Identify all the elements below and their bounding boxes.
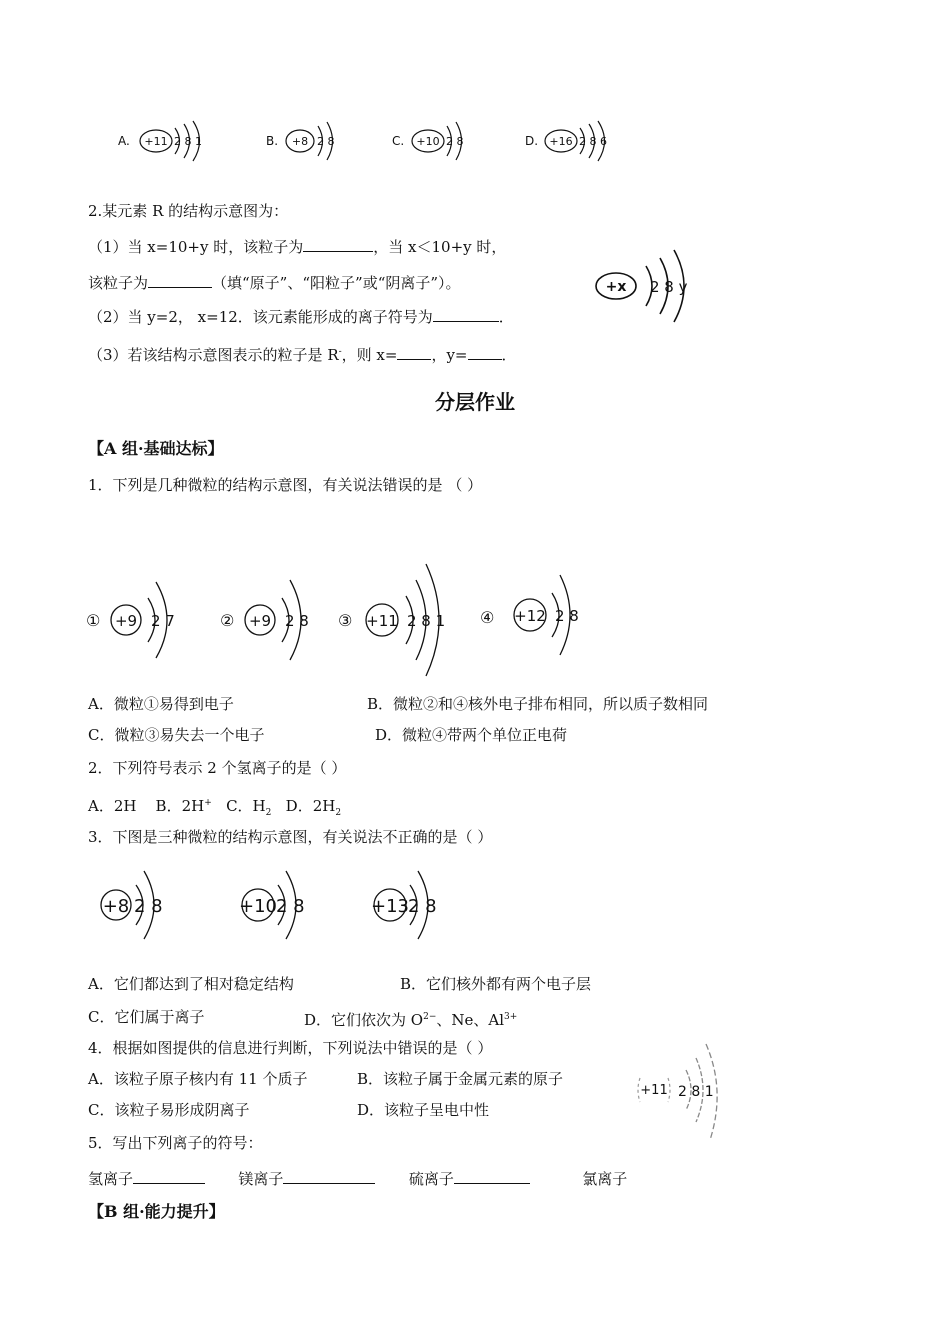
- electron-shells: 2 8: [408, 896, 437, 917]
- group-a-header: 【A 组·基础达标】: [88, 439, 224, 458]
- nucleus-charge: +11: [144, 135, 168, 148]
- atom-diagram-d: [525, 120, 625, 164]
- top-option-d: [525, 120, 625, 168]
- nucleus-charge: +11: [366, 612, 398, 630]
- a-q4-diagram: [634, 1040, 729, 1149]
- particle-number: ④: [480, 608, 495, 627]
- answer-blank[interactable]: [397, 345, 431, 360]
- option-label: B.: [266, 134, 279, 148]
- a-q3-option-a: A．它们都达到了相对稳定结构: [88, 975, 294, 993]
- nucleus-charge: +10: [239, 896, 277, 917]
- answer-blank[interactable]: [468, 345, 502, 360]
- a-q3-option-b: B．它们核外都有两个电子层: [400, 975, 592, 993]
- nucleus-charge: +12: [514, 607, 546, 625]
- a-q3-option-d: D．它们依次为 $O^{2-}$、Ne、$Al^{3+}$: [304, 1011, 518, 1029]
- electron-shells: 2 8: [285, 612, 309, 630]
- a-q1-stem: 1．下列是几种微粒的结构示意图，有关说法错误的是 （ ）: [88, 476, 483, 494]
- atom-diagram: [86, 570, 196, 670]
- a-q1-option-d: D．微粒④带两个单位正电荷: [375, 726, 568, 744]
- q2-part2: （2）当 y=2， x=12．该元素能形成的离子符号为 ．: [88, 308, 514, 326]
- q2-stem: 2.某元素 R 的结构示意图为：: [88, 202, 289, 220]
- a-q1-option-a: A．微粒①易得到电子: [88, 695, 234, 713]
- a-q4-option-b: B．该粒子属于金属元素的原子: [357, 1070, 564, 1088]
- a-q3-particle-3: [368, 865, 458, 949]
- top-option-b: [266, 120, 356, 168]
- a-q1-option-c: C．微粒③易失去一个电子: [88, 726, 265, 744]
- a-q3-particle-1: [98, 865, 178, 949]
- atom-diagram-x: [590, 246, 720, 328]
- atom-diagram: [338, 560, 468, 680]
- a-q2-options: A．2H B．2H+ C．$H_2$ D．$2H_2$: [88, 797, 342, 818]
- electron-shells: 2 8: [317, 135, 335, 148]
- top-option-a: [118, 120, 218, 168]
- answer-blank[interactable]: [454, 1169, 530, 1184]
- a-q1-particle-4: [480, 565, 590, 669]
- answer-blank[interactable]: [303, 237, 373, 252]
- nucleus-charge: +13: [371, 896, 409, 917]
- nucleus-charge: +8: [102, 896, 130, 917]
- a-q1-particle-2: [220, 570, 330, 674]
- answer-blank[interactable]: [133, 1169, 205, 1184]
- a-q4-option-a: A．该粒子原子核内有 11 个质子: [88, 1070, 308, 1088]
- a-q4-stem: 4．根据如图提供的信息进行判断，下列说法中错误的是（ ）: [88, 1039, 493, 1057]
- electron-shells: 2 8: [276, 896, 305, 917]
- electron-shells: 2 8 y: [650, 278, 688, 296]
- q2-part1: （1）当 x=10+y 时，该粒子为 ，当 x＜10+y 时，: [88, 238, 507, 256]
- group-b-header: 【B 组·能力提升】: [88, 1202, 225, 1221]
- a-q5-items: 氢离子 镁离子 硫离子 氯离子: [88, 1170, 628, 1188]
- atom-diagram-b: [266, 120, 356, 164]
- atom-diagram: [236, 865, 326, 945]
- electron-shells: 2 8: [555, 607, 579, 625]
- a-q5-stem: 5．写出下列离子的符号：: [88, 1134, 263, 1152]
- particle-number: ①: [86, 611, 101, 630]
- top-option-c: [392, 120, 482, 168]
- page-title: 分层作业: [435, 390, 515, 414]
- a-q4-option-d: D．该粒子呈电中性: [357, 1101, 490, 1119]
- answer-blank[interactable]: [283, 1169, 375, 1184]
- nucleus-charge: +x: [605, 279, 627, 295]
- nucleus-charge: +9: [248, 612, 272, 630]
- atom-diagram: [634, 1040, 729, 1145]
- answer-blank[interactable]: [148, 273, 212, 288]
- q2-part1-cont: 该粒子为 （填“原子”、“阳粒子”或“阴离子”）。: [88, 274, 461, 292]
- atom-diagram: [220, 570, 330, 670]
- atom-diagram-c: [392, 120, 482, 164]
- nucleus-charge: +11: [640, 1083, 668, 1098]
- electron-shells: 2 8 6: [579, 135, 607, 148]
- option-label: C.: [392, 134, 405, 148]
- a-q1-option-b: B．微粒②和④核外电子排布相同，所以质子数相同: [367, 695, 709, 713]
- a-q3-particle-2: [236, 865, 326, 949]
- electron-shells: 2 8: [134, 896, 163, 917]
- a-q1-particle-1: [86, 570, 196, 674]
- atom-diagram: [98, 865, 178, 945]
- nucleus-charge: +16: [549, 135, 573, 148]
- atom-diagram-a: [118, 120, 218, 164]
- a-q2-stem: 2．下列符号表示 2 个氢离子的是（ ）: [88, 759, 347, 777]
- nucleus-charge: +9: [114, 612, 138, 630]
- electron-shells: 2 8: [446, 135, 464, 148]
- a-q3-option-c: C．它们属于离子: [88, 1008, 205, 1026]
- a-q3-stem: 3．下图是三种微粒的结构示意图，有关说法不正确的是（ ）: [88, 828, 493, 846]
- q2-part3: （3）若该结构示意图表示的粒子是 R-，则 x= ，y= ．: [88, 346, 517, 364]
- nucleus-charge: +10: [416, 135, 440, 148]
- particle-number: ②: [220, 611, 235, 630]
- nucleus-charge: +8: [291, 135, 309, 148]
- electron-shells: 2 8 1: [678, 1084, 714, 1100]
- a-q4-option-c: C．该粒子易形成阴离子: [88, 1101, 250, 1119]
- electron-shells: 2 7: [151, 612, 175, 630]
- electron-shells: 2 8 1: [174, 135, 202, 148]
- answer-blank[interactable]: [433, 307, 499, 322]
- atom-diagram: [368, 865, 458, 945]
- option-label: A.: [118, 134, 130, 148]
- a-q1-particle-3: [338, 560, 468, 684]
- q2-diagram: [590, 246, 720, 332]
- particle-number: ③: [338, 611, 353, 630]
- option-label: D.: [525, 134, 539, 148]
- electron-shells: 2 8 1: [407, 612, 446, 630]
- atom-diagram: [480, 565, 590, 665]
